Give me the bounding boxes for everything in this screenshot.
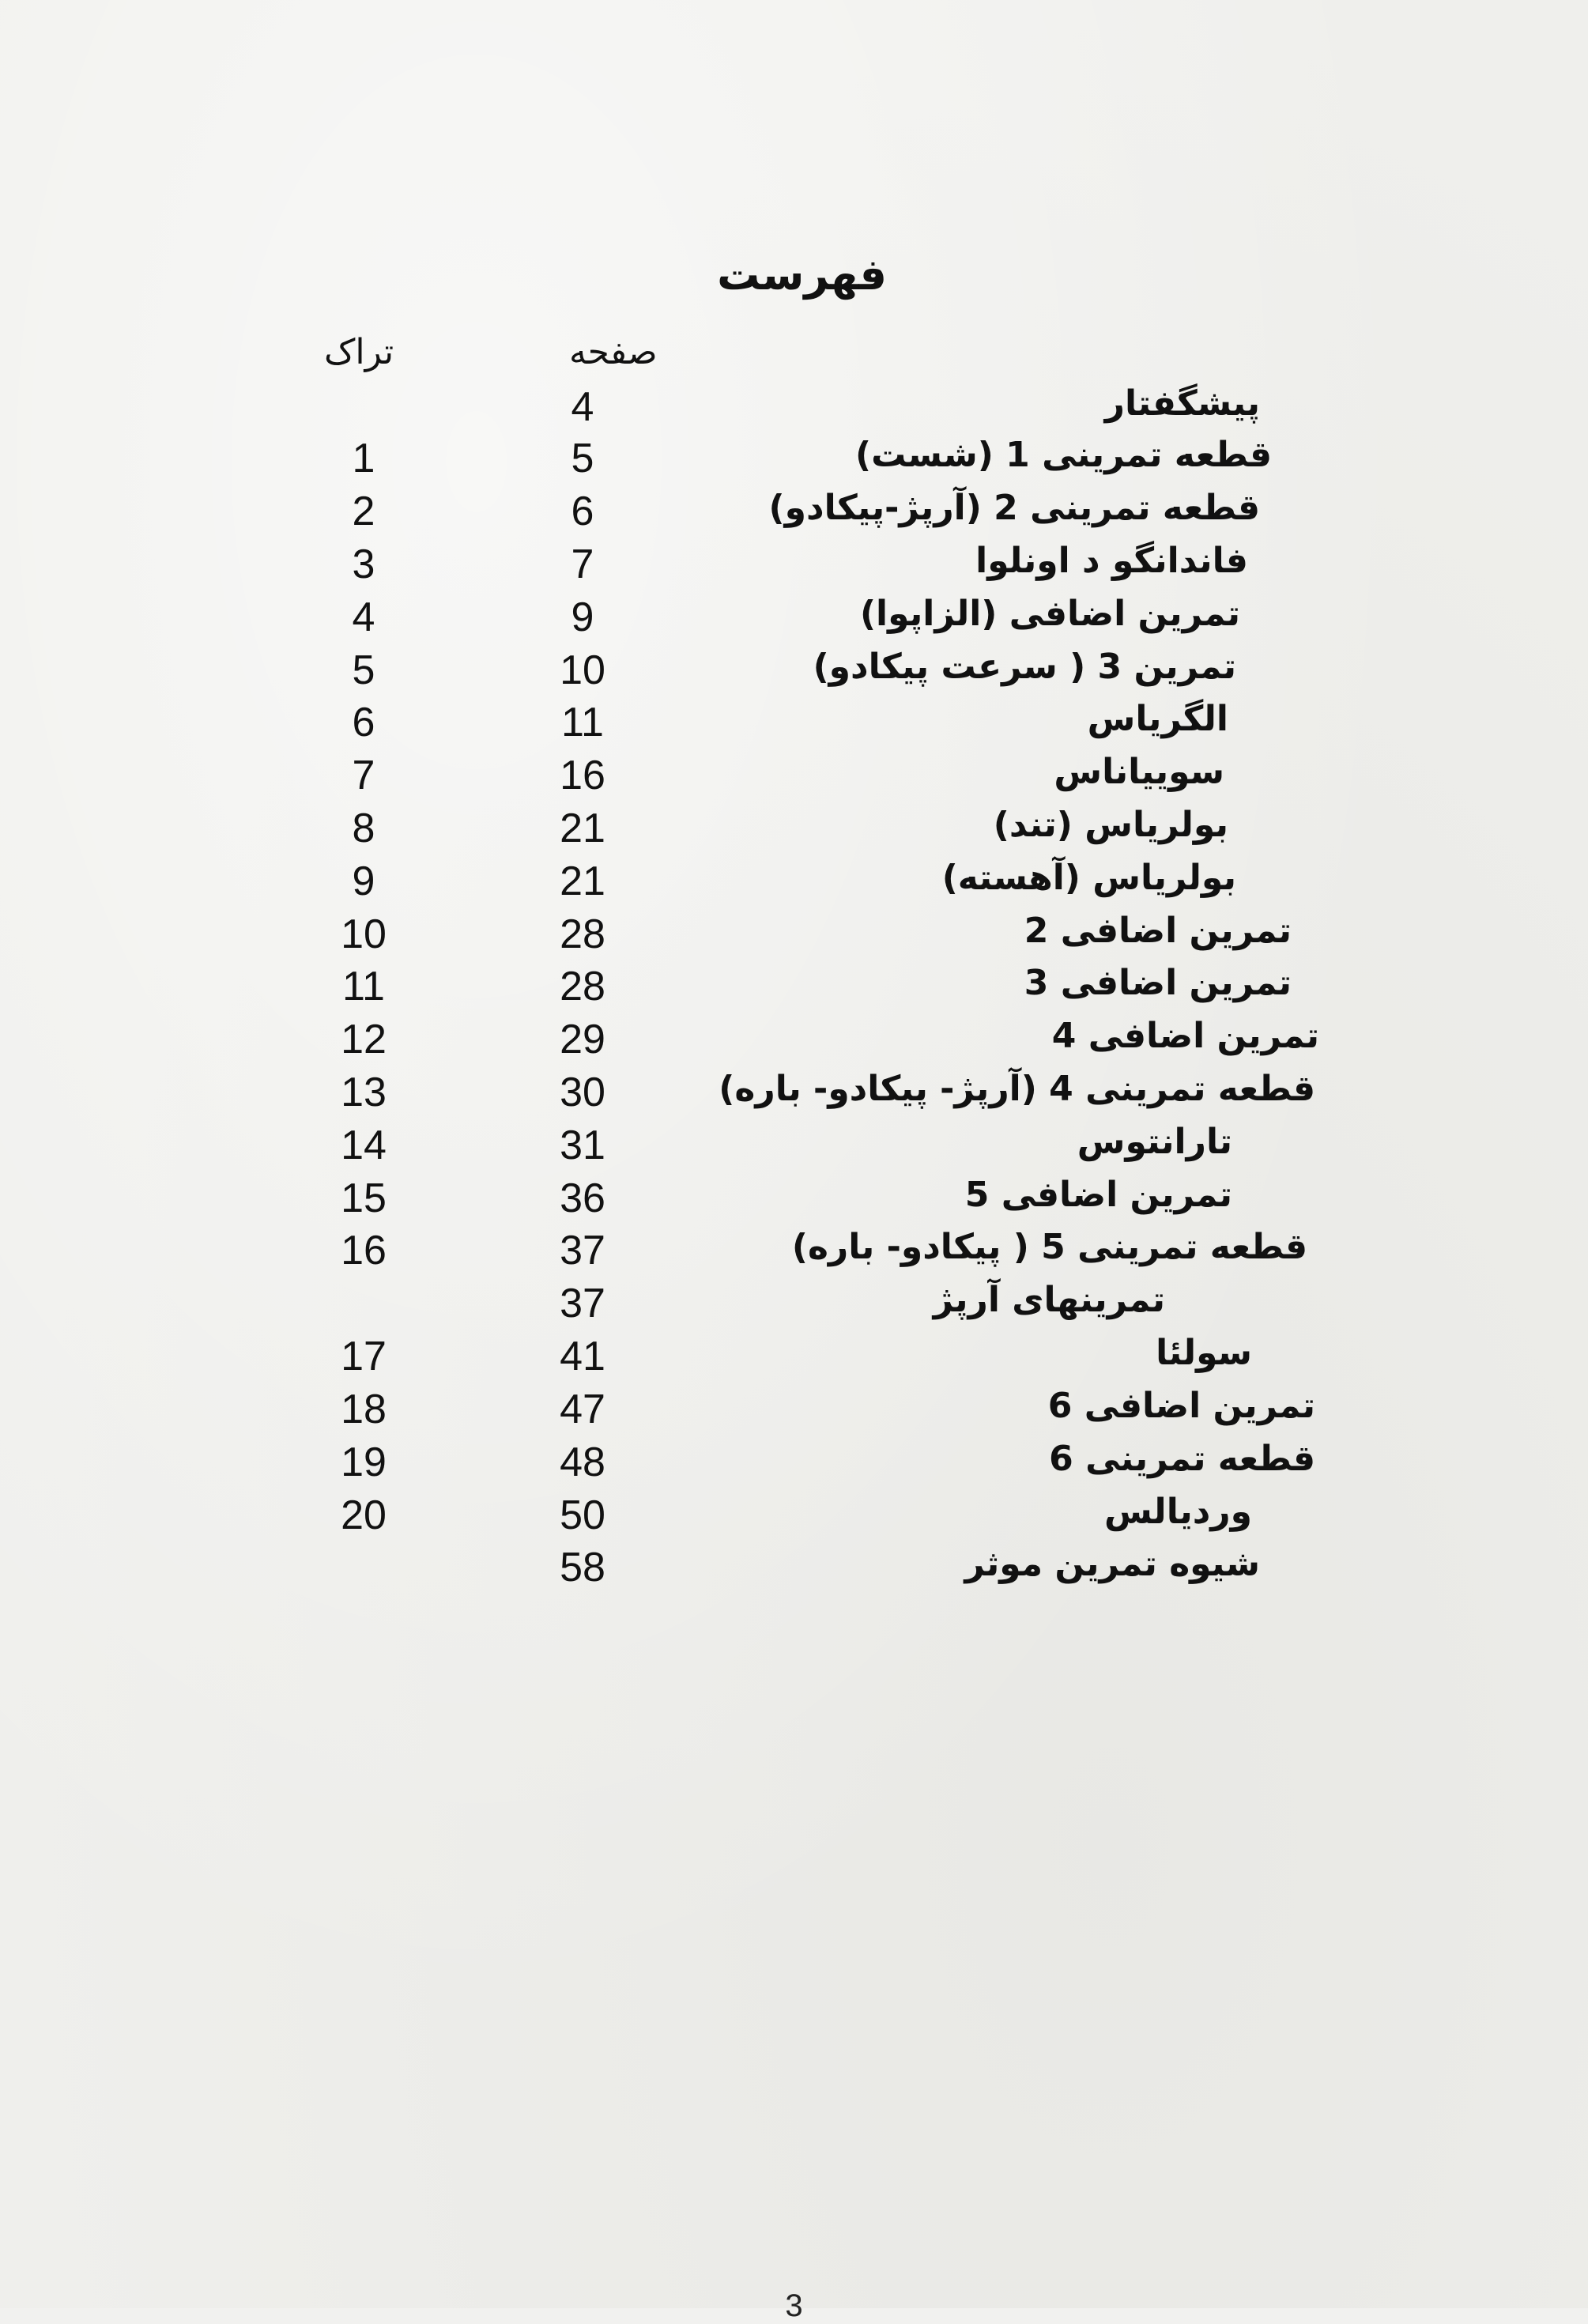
toc-row: [0, 594, 1588, 646]
toc-row: [0, 647, 1588, 699]
toc-entry-page: 10: [560, 647, 605, 693]
toc-row: [0, 1175, 1588, 1227]
toc-entry-track: 6: [352, 700, 375, 745]
toc-entry-page: 36: [560, 1175, 605, 1221]
toc-entry-title: قطعه تمرینی 6: [1049, 1439, 1315, 1479]
toc-entry-track: 9: [352, 858, 375, 904]
toc-entry-page: 7: [571, 541, 594, 587]
toc-entry-page: 29: [560, 1017, 605, 1062]
toc-row: [0, 752, 1588, 804]
toc-entry-title: وردیالس: [1103, 1492, 1252, 1532]
toc-entry-title: تمرین اضافی 4: [1051, 1016, 1319, 1056]
toc-entry-track: 4: [352, 594, 375, 640]
toc-entry-track: 20: [341, 1492, 387, 1538]
toc-entry-page: 37: [560, 1228, 605, 1273]
toc-row: [0, 858, 1588, 910]
toc-entry-title: تمرین اضافی (الزاپوا): [859, 594, 1240, 634]
toc-row: [0, 435, 1588, 487]
toc-row: [0, 1069, 1588, 1121]
toc-entry-title: تمرین اضافی 2: [1024, 911, 1292, 951]
toc-entry-title: قطعه تمرینی 2 (آرپژ-پیکادو): [768, 488, 1260, 528]
toc-row: [0, 1333, 1588, 1385]
toc-entry-title: تمرینهای آرپژ: [933, 1280, 1165, 1320]
page-title: فهرست: [717, 250, 887, 300]
toc-entry-page: 6: [571, 489, 594, 534]
toc-row: [0, 1544, 1588, 1596]
toc-entry-track: 1: [352, 436, 375, 481]
toc-entry-title: بولریاس (تند): [993, 805, 1228, 845]
toc-entry-page: 21: [560, 805, 605, 851]
toc-entry-track: 12: [341, 1017, 387, 1062]
toc-row: [0, 963, 1588, 1015]
toc-entry-title: تارانتوس: [1077, 1122, 1232, 1162]
toc-row: [0, 699, 1588, 751]
toc-entry-track: 16: [341, 1228, 387, 1273]
toc-entry-title: فاندانگو د اونلوا: [975, 541, 1248, 581]
toc-entry-title: بولریاس (آهسته): [941, 858, 1236, 898]
toc-entry-page: 9: [571, 594, 594, 640]
toc-entry-track: 13: [341, 1070, 387, 1115]
toc-row: [0, 1280, 1588, 1332]
toc-entry-title: تمرین اضافی 6: [1047, 1386, 1315, 1426]
toc-entry-title: قطعه تمرینی 5 ( پیکادو- باره): [791, 1227, 1307, 1267]
toc-entry-page: 16: [560, 753, 605, 798]
toc-entry-track: 11: [342, 964, 385, 1009]
toc-entry-title: تمرین اضافی 3: [1024, 963, 1292, 1003]
toc-row: [0, 1122, 1588, 1174]
toc-entry-page: 11: [561, 700, 604, 745]
toc-row: [0, 541, 1588, 593]
column-header-track: تراک: [324, 332, 394, 372]
toc-row: [0, 805, 1588, 857]
toc-entry-title: شیوه تمرین موثر: [964, 1544, 1260, 1584]
toc-entry-title: سوییاناس: [1054, 752, 1224, 792]
toc-entry-track: 19: [341, 1439, 387, 1485]
toc-entry-track: 10: [341, 911, 387, 957]
column-header-page: صفحه: [569, 332, 658, 372]
toc-entry-title: قطعه تمرینی 1 (شست): [854, 435, 1272, 475]
toc-entry-title: سولئا: [1156, 1333, 1252, 1373]
toc-entry-page: 21: [560, 858, 605, 904]
toc-entry-page: 28: [560, 964, 605, 1009]
toc-entry-page: 28: [560, 911, 605, 957]
toc-entry-track: 15: [341, 1175, 387, 1221]
toc-row: [0, 1227, 1588, 1279]
toc-entry-track: 18: [341, 1386, 387, 1432]
toc-entry-page: 30: [560, 1070, 605, 1115]
toc-entry-title: قطعه تمرینی 4 (آرپژ- پیکادو- باره): [719, 1069, 1315, 1109]
toc-entry-track: 7: [352, 753, 375, 798]
toc-entry-track: 8: [352, 805, 375, 851]
toc-row: [0, 1439, 1588, 1491]
toc-entry-page: 31: [560, 1122, 605, 1168]
toc-row: [0, 383, 1588, 436]
toc-entry-track: 14: [341, 1122, 387, 1168]
toc-entry-page: 5: [571, 436, 594, 481]
toc-entry-page: 41: [560, 1334, 605, 1379]
toc-row: [0, 1016, 1588, 1068]
toc-entry-title: پیشگفتار: [1104, 383, 1260, 424]
toc-entry-page: 4: [571, 384, 594, 430]
toc-entry-track: 5: [352, 647, 375, 693]
toc-row: [0, 1386, 1588, 1438]
toc-entry-page: 37: [560, 1281, 605, 1326]
toc-entry-page: 50: [560, 1492, 605, 1538]
toc-row: [0, 488, 1588, 540]
toc-entry-track: 3: [352, 541, 375, 587]
toc-entry-title: تمرین 3 ( سرعت پیکادو): [813, 647, 1236, 687]
toc-entry-page: 58: [560, 1545, 605, 1590]
toc-row: [0, 1492, 1588, 1544]
page-number: 3: [785, 2288, 803, 2323]
toc-row: [0, 911, 1588, 963]
toc-entry-track: 2: [352, 489, 375, 534]
toc-entry-page: 47: [560, 1386, 605, 1432]
toc-entry-title: الگریاس: [1087, 699, 1228, 739]
toc-entry-track: 17: [341, 1334, 387, 1379]
toc-entry-page: 48: [560, 1439, 605, 1485]
toc-entry-title: تمرین اضافی 5: [964, 1175, 1232, 1215]
